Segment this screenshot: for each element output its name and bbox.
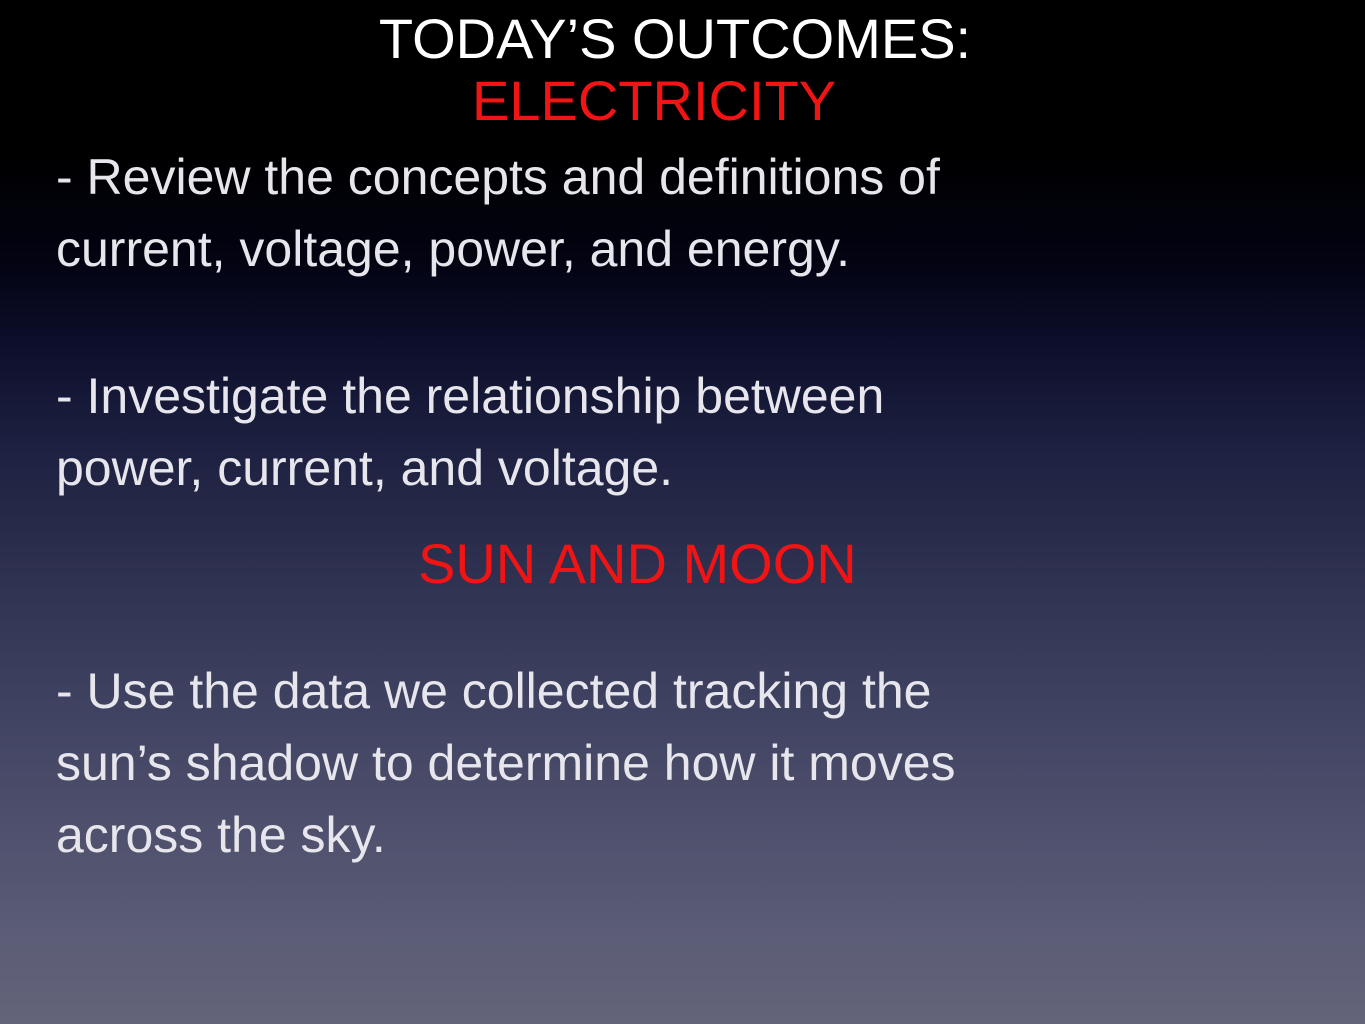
bullet-use-shadow-data: - Use the data we collected tracking the sun’s shadow to determine how it moves across the sky. bbox=[56, 663, 956, 863]
bullet-investigate-relationship: - Investigate the relationship between power, current, and voltage. bbox=[56, 368, 885, 496]
section-heading-sun-and-moon: SUN AND MOON bbox=[418, 532, 857, 595]
bullet-review-concepts: - Review the concepts and definitions of current, voltage, power, and energy. bbox=[56, 149, 940, 277]
slide-title: TODAY’S OUTCOMES: bbox=[378, 7, 972, 70]
section-heading-electricity: ELECTRICITY bbox=[472, 69, 837, 132]
